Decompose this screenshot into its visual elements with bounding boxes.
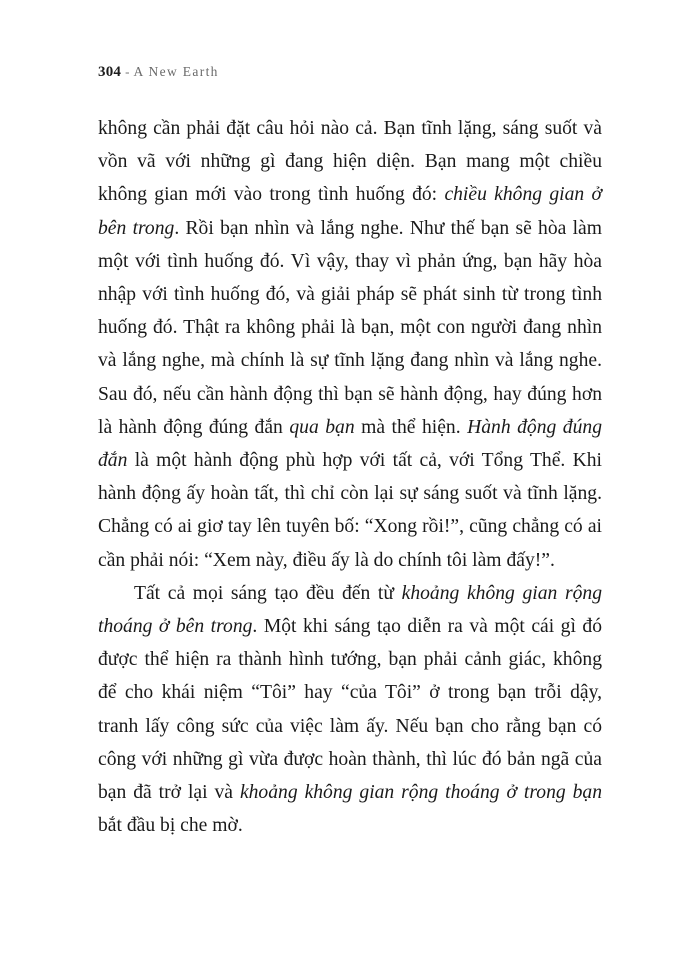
paragraph-2: [98, 577, 602, 843]
text-run: mà thể hiện.: [354, 416, 468, 438]
body-text-block: [98, 112, 602, 842]
header-separator: -: [125, 64, 130, 79]
emphasis-run: qua bạn: [289, 416, 355, 438]
text-run: . Rồi bạn nhìn và lắng nghe. Như thế bạn sẽ hòa làm một với tình huống đó. Vì vậy, thay vì phản ứng, bạn hãy hòa nhập với tình huống đó, và giải pháp sẽ phát sinh từ trong tình huống đó. Thật ra không phải là bạn, một con người đang nhìn và lắng nghe, mà chính là sự tĩnh lặng đang nhìn và lắng nghe. Sau đó, nếu cần hành động thì bạn sẽ hành động, hay đúng hơn là hành động đúng đắn: [98, 217, 602, 438]
emphasis-run: chiều không gian ở bên trong: [98, 184, 602, 239]
book-title: A New Earth: [133, 64, 219, 79]
text-run: không cần phải đặt câu hỏi nào cả. Bạn tĩnh lặng, sáng suốt và vồn vã với những gì đang hiện diện. Bạn mang một chiều không gian mới vào trong tình huống đó:: [98, 118, 602, 206]
text-run: bắt đầu bị che mờ.: [98, 815, 243, 837]
text-run: Tất cả mọi sáng tạo đều đến từ: [134, 582, 402, 604]
emphasis-run: khoảng không gian rộng thoáng ở bên trong: [98, 582, 602, 638]
text-run: . Một khi sáng tạo diễn ra và một cái gì đó được thể hiện ra thành hình tướng, bạn phải cảnh giác, không để cho khái niệm “Tôi” hay “của Tôi” ở trong bạn trỗi dậy, tranh lấy công sức của việc làm ấy. Nếu bạn cho rằng bạn có công với những gì vừa được hoàn thành, thì lúc đó bản ngã của bạn đã trở lại và: [98, 616, 602, 804]
text-run: là một hành động phù hợp với tất cả, với Tổng Thể. Khi hành động ấy hoàn tất, thì chỉ còn lại sự sáng suốt và tĩnh lặng. Chẳng có ai giơ tay lên tuyên bố: “Xong rồi!”, cũng chẳng có ai cần phải nói: “Xem này, điều ấy là do chính tôi làm đấy!”.: [98, 450, 602, 571]
emphasis-run: Hành động đúng đắn: [98, 416, 602, 472]
paragraph-1: [98, 112, 602, 577]
running-header: [98, 64, 219, 81]
page-number: 304: [98, 64, 122, 80]
emphasis-run: khoảng không gian rộng thoáng ở trong bạn: [239, 782, 602, 804]
